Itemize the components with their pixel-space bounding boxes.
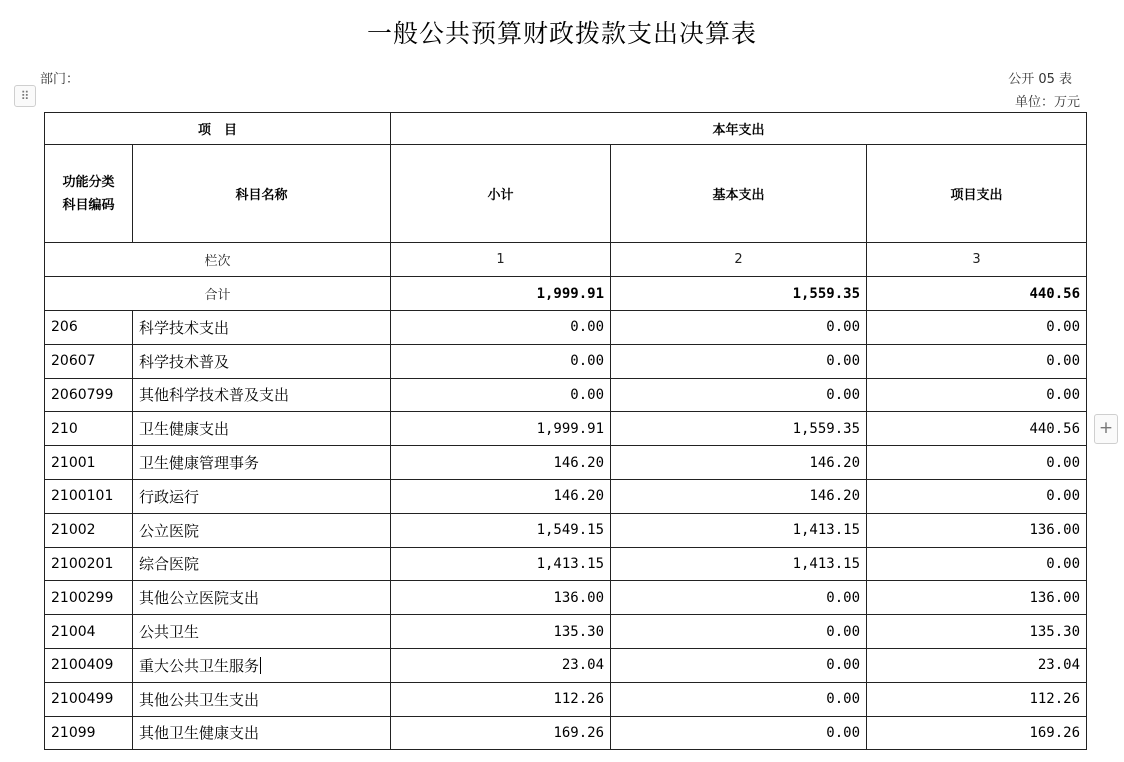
- row-subtotal-cell[interactable]: 0.00: [391, 311, 611, 345]
- row-subtotal-cell[interactable]: 1,549.15: [391, 513, 611, 547]
- header-basic: 基本支出: [611, 145, 867, 243]
- row-name-cell[interactable]: 卫生健康支出: [133, 412, 391, 446]
- row-subtotal-cell[interactable]: 169.26: [391, 716, 611, 750]
- header-project: 项 目: [45, 113, 391, 145]
- row-project-cell[interactable]: 440.56: [867, 412, 1087, 446]
- text-cursor: [260, 657, 261, 674]
- row-subtotal-cell[interactable]: 146.20: [391, 479, 611, 513]
- header-func-code-line2: 科目编码: [62, 197, 115, 213]
- row-name-cell[interactable]: 重大公共卫生服务: [133, 648, 391, 682]
- row-project-cell[interactable]: 23.04: [867, 648, 1087, 682]
- table-row: [45, 513, 1087, 547]
- column-index-2: 2: [611, 243, 867, 277]
- row-basic-cell[interactable]: 1,559.35: [611, 412, 867, 446]
- row-code-cell[interactable]: 21002: [45, 513, 133, 547]
- row-project-cell[interactable]: 0.00: [867, 378, 1087, 412]
- table-row: [45, 648, 1087, 682]
- row-name-cell[interactable]: 综合医院: [133, 547, 391, 581]
- row-basic-cell[interactable]: 0.00: [611, 311, 867, 345]
- table-row: [45, 547, 1087, 581]
- row-basic-cell[interactable]: 0.00: [611, 378, 867, 412]
- form-number: 公开 05 表: [1008, 72, 1072, 87]
- row-subtotal-cell[interactable]: 1,413.15: [391, 547, 611, 581]
- row-name-cell[interactable]: 卫生健康管理事务: [133, 446, 391, 480]
- table-row: [45, 378, 1087, 412]
- row-code-cell[interactable]: 21099: [45, 716, 133, 750]
- table-row: [45, 716, 1087, 750]
- row-project-cell[interactable]: 0.00: [867, 547, 1087, 581]
- row-project-cell[interactable]: 135.30: [867, 615, 1087, 649]
- row-subtotal-cell[interactable]: 1,999.91: [391, 412, 611, 446]
- row-basic-cell[interactable]: 0.00: [611, 682, 867, 716]
- table-row: [45, 479, 1087, 513]
- table-row: [45, 344, 1087, 378]
- row-code-cell[interactable]: 2100499: [45, 682, 133, 716]
- row-name-cell[interactable]: 其他公共卫生支出: [133, 682, 391, 716]
- header-project-exp: 项目支出: [867, 145, 1087, 243]
- add-column-icon[interactable]: +: [1094, 414, 1118, 444]
- row-subtotal-cell[interactable]: 135.30: [391, 615, 611, 649]
- row-subtotal-cell[interactable]: 146.20: [391, 446, 611, 480]
- row-basic-cell[interactable]: 146.20: [611, 479, 867, 513]
- column-index-label: 栏次: [45, 243, 391, 277]
- row-basic-cell[interactable]: 0.00: [611, 615, 867, 649]
- row-name-cell[interactable]: 其他公立医院支出: [133, 581, 391, 615]
- total-project: 440.56: [867, 277, 1087, 311]
- column-index-1: 1: [391, 243, 611, 277]
- row-code-cell[interactable]: 20607: [45, 344, 133, 378]
- table-row: [45, 412, 1087, 446]
- header-func-code: [45, 145, 133, 243]
- row-project-cell[interactable]: 112.26: [867, 682, 1087, 716]
- row-code-cell[interactable]: 2100409: [45, 648, 133, 682]
- budget-table: [44, 112, 1087, 750]
- row-subtotal-cell[interactable]: 23.04: [391, 648, 611, 682]
- header-current-year: 本年支出: [391, 113, 1087, 145]
- column-index-3: 3: [867, 243, 1087, 277]
- row-name-cell[interactable]: 行政运行: [133, 479, 391, 513]
- row-project-cell[interactable]: 0.00: [867, 344, 1087, 378]
- row-basic-cell[interactable]: 0.00: [611, 716, 867, 750]
- table-drag-handle-icon[interactable]: ⠿: [14, 85, 36, 107]
- row-code-cell[interactable]: 21004: [45, 615, 133, 649]
- table-row: [45, 615, 1087, 649]
- row-project-cell[interactable]: 0.00: [867, 446, 1087, 480]
- row-basic-cell[interactable]: 1,413.15: [611, 513, 867, 547]
- row-name-cell[interactable]: 其他卫生健康支出: [133, 716, 391, 750]
- table-row: [45, 682, 1087, 716]
- row-project-cell[interactable]: 0.00: [867, 311, 1087, 345]
- table-row: [45, 446, 1087, 480]
- row-subtotal-cell[interactable]: 112.26: [391, 682, 611, 716]
- header-func-code-line1: 功能分类: [62, 174, 115, 190]
- row-name-cell[interactable]: 科学技术普及: [133, 344, 391, 378]
- row-project-cell[interactable]: 136.00: [867, 581, 1087, 615]
- row-subtotal-cell[interactable]: 0.00: [391, 344, 611, 378]
- unit-label: 单位：万元: [1014, 95, 1080, 110]
- table-row: [45, 581, 1087, 615]
- row-name-cell[interactable]: 公立医院: [133, 513, 391, 547]
- total-subtotal: 1,999.91: [391, 277, 611, 311]
- row-code-cell[interactable]: 21001: [45, 446, 133, 480]
- row-code-cell[interactable]: 2100201: [45, 547, 133, 581]
- row-code-cell[interactable]: 2060799: [45, 378, 133, 412]
- header-subject-name: 科目名称: [133, 145, 391, 243]
- page-title: 一般公共预算财政拨款支出决算表: [366, 19, 757, 48]
- row-code-cell[interactable]: 206: [45, 311, 133, 345]
- total-basic: 1,559.35: [611, 277, 867, 311]
- row-name-cell[interactable]: 其他科学技术普及支出: [133, 378, 391, 412]
- table-row: [45, 311, 1087, 345]
- row-project-cell[interactable]: 0.00: [867, 479, 1087, 513]
- row-code-cell[interactable]: 210: [45, 412, 133, 446]
- row-name-cell[interactable]: 科学技术支出: [133, 311, 391, 345]
- row-basic-cell[interactable]: 0.00: [611, 648, 867, 682]
- row-basic-cell[interactable]: 1,413.15: [611, 547, 867, 581]
- row-basic-cell[interactable]: 0.00: [611, 344, 867, 378]
- row-project-cell[interactable]: 169.26: [867, 716, 1087, 750]
- row-basic-cell[interactable]: 0.00: [611, 581, 867, 615]
- row-subtotal-cell[interactable]: 0.00: [391, 378, 611, 412]
- row-subtotal-cell[interactable]: 136.00: [391, 581, 611, 615]
- row-name-cell[interactable]: 公共卫生: [133, 615, 391, 649]
- total-label: 合计: [45, 277, 391, 311]
- row-project-cell[interactable]: 136.00: [867, 513, 1087, 547]
- row-code-cell[interactable]: 2100101: [45, 479, 133, 513]
- header-subtotal: 小计: [391, 145, 611, 243]
- department-label: 部门：: [40, 72, 80, 87]
- row-code-cell[interactable]: 2100299: [45, 581, 133, 615]
- row-basic-cell[interactable]: 146.20: [611, 446, 867, 480]
